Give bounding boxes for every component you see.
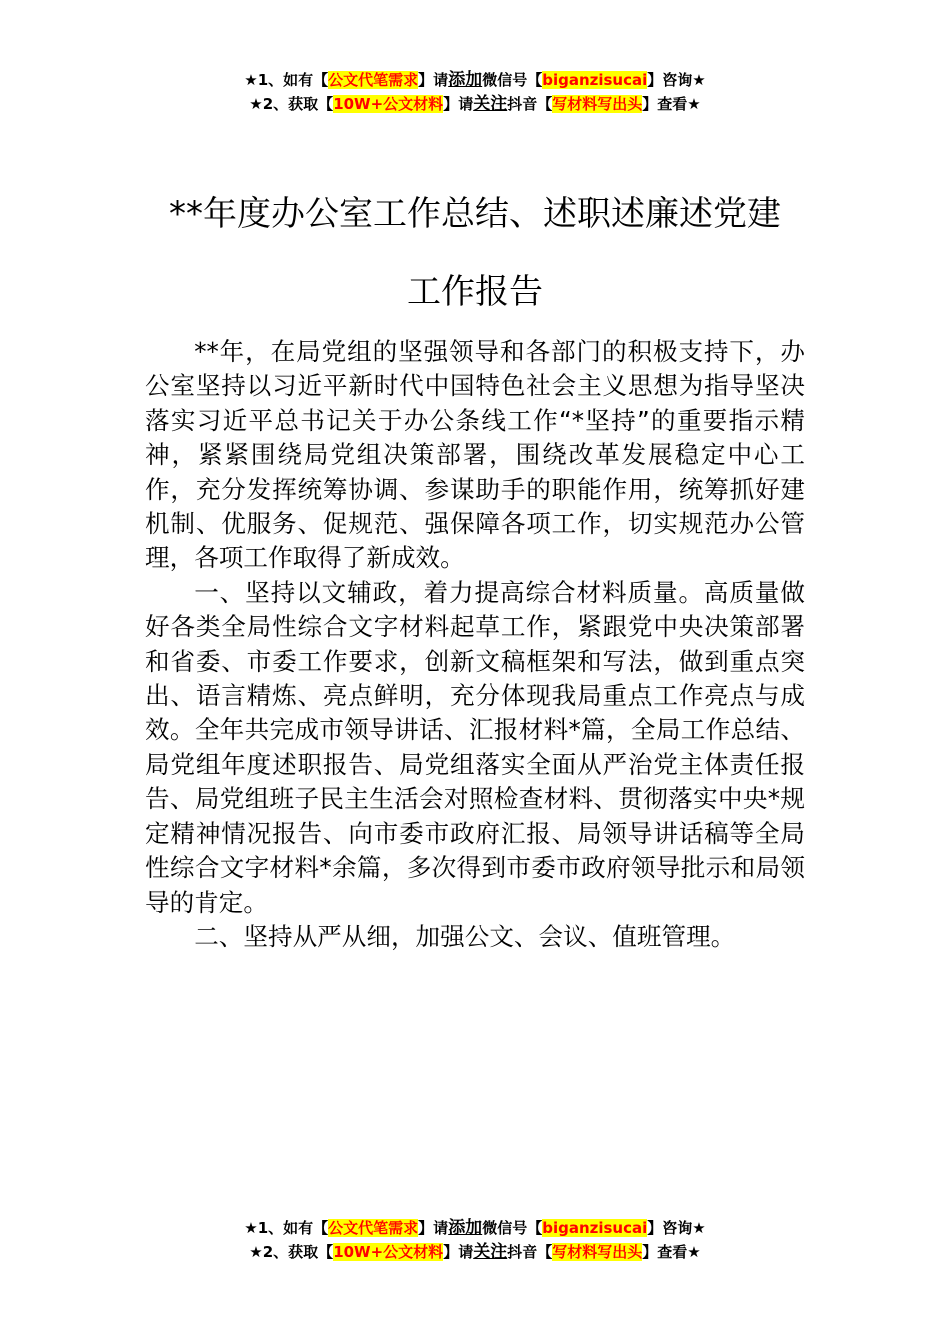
promo-text: 抖音【	[507, 95, 553, 113]
promo-text: 抖音【	[507, 1243, 553, 1261]
promo-emphasis: 关注	[473, 1242, 508, 1262]
star-icon: ★	[244, 71, 258, 89]
promo-text: 】请	[418, 1219, 449, 1237]
promo-emphasis: 添加	[448, 1218, 483, 1238]
promo-text: 】查看	[642, 1243, 688, 1261]
promo-line-2	[0, 1240, 950, 1264]
promo-text: 】请	[443, 95, 474, 113]
promo-emphasis: 关注	[473, 94, 508, 114]
promo-text: 】查看	[642, 95, 688, 113]
star-icon: ★	[687, 95, 701, 113]
document-title	[145, 175, 805, 331]
promo-banner-top	[0, 68, 950, 116]
star-icon: ★	[692, 71, 706, 89]
promo-text: 】请	[443, 1243, 474, 1261]
promo-highlight-wechat-id: biganzisucai	[542, 1219, 648, 1237]
promo-highlight-service: 公文代笔需求	[328, 1219, 419, 1237]
paragraph-intro: **年，在局党组的坚强领导和各部门的积极支持下，办公室坚持以习近平新时代中国特色社会主义思想为指导坚决落实习近平总书记关于办公条线工作“*坚持”的重要指示精神，紧紧围绕局党组决策部署，围绕改革发展稳定中心工作，充分发挥统筹协调、参谋助手的职能作用，统筹抓好建机制、优服务、促规范、强保障各项工作，切实规范办公管理，各项工作取得了新成效。	[145, 337, 805, 573]
promo-text: 微信号【	[482, 71, 543, 89]
promo-text: 】咨询	[647, 71, 693, 89]
promo-line-2	[0, 92, 950, 116]
promo-text: 】请	[418, 71, 449, 89]
document-title-line-2: 工作报告	[407, 272, 543, 312]
promo-banner-bottom	[0, 1216, 950, 1264]
star-icon: ★	[249, 1243, 263, 1261]
promo-text: 2、获取【	[262, 95, 334, 113]
star-icon: ★	[692, 1219, 706, 1237]
star-icon: ★	[687, 1243, 701, 1261]
promo-highlight-materials: 10W+公文材料	[333, 95, 444, 113]
promo-emphasis: 添加	[448, 70, 483, 90]
promo-text: 1、如有【	[257, 1219, 329, 1237]
paragraph-section-1: 一、坚持以文辅政，着力提高综合材料质量。高质量做好各类全局性综合文字材料起草工作，紧跟党中央决策部署和省委、市委工作要求，创新文稿框架和写法，做到重点突出、语言精炼、亮点鲜明，充分体现我局重点工作亮点与成效。全年共完成市领导讲话、汇报材料*篇，全局工作总结、局党组年度述职报告、局党组落实全面从严治党主体责任报告、局党组班子民主生活会对照检查材料、贯彻落实中央*规定精神情况报告、向市委市政府汇报、局领导讲话稿等全局性综合文字材料*余篇，多次得到市委市政府领导批示和局领导的肯定。	[145, 577, 805, 917]
promo-highlight-wechat-id: biganzisucai	[542, 71, 648, 89]
paragraph-section-2-heading: 二、坚持从严从细，加强公文、会议、值班管理。	[194, 921, 736, 951]
promo-text: 1、如有【	[257, 71, 329, 89]
promo-highlight-materials: 10W+公文材料	[333, 1243, 444, 1261]
star-icon: ★	[244, 1219, 258, 1237]
promo-line-1	[0, 68, 950, 92]
promo-text: 2、获取【	[262, 1243, 334, 1261]
promo-line-1	[0, 1216, 950, 1240]
promo-text: 】咨询	[647, 1219, 693, 1237]
document-body	[145, 335, 805, 954]
star-icon: ★	[249, 95, 263, 113]
promo-text: 微信号【	[482, 1219, 543, 1237]
promo-highlight-service: 公文代笔需求	[328, 71, 419, 89]
document-title-line-1: **年度办公室工作总结、述职述廉述党建	[169, 194, 781, 234]
promo-highlight-douyin-id: 写材料写出头	[552, 1243, 643, 1261]
promo-highlight-douyin-id: 写材料写出头	[552, 95, 643, 113]
